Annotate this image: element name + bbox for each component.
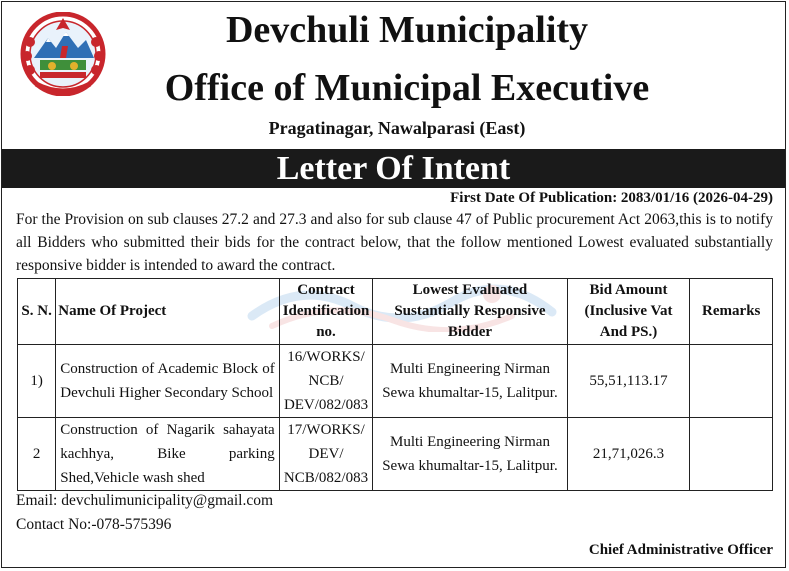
header-sn: S. N. bbox=[18, 279, 56, 345]
row-bidder: Multi Engineering Nirman Sewa khumaltar-15, Lalitpur. bbox=[373, 345, 567, 418]
row-contract: 17/WORKS/ DEV/ NCB/082/083 bbox=[279, 418, 373, 491]
header-amount: Bid Amount (Inclusive Vat And PS.) bbox=[567, 279, 690, 345]
government-emblem-icon bbox=[18, 12, 108, 96]
table-row bbox=[18, 418, 773, 491]
header-bidder: Lowest Evaluated Sustantially Responsive Bidder bbox=[373, 279, 567, 345]
row-bidder: Multi Engineering Nirman Sewa khumaltar-15, Lalitpur. bbox=[373, 418, 567, 491]
header-remarks: Remarks bbox=[690, 279, 773, 345]
row-sn: 1) bbox=[18, 345, 56, 418]
header-project: Name Of Project bbox=[56, 279, 279, 345]
row-contract: 16/WORKS/ NCB/ DEV/082/083 bbox=[279, 345, 373, 418]
office-name: Office of Municipal Executive bbox=[164, 67, 650, 109]
table-row bbox=[18, 345, 773, 418]
row-remarks bbox=[690, 418, 773, 491]
publication-date: First Date Of Publication: 2083/01/16 (2026-04-29) bbox=[450, 190, 773, 206]
organization-name: Devchuli Municipality bbox=[225, 9, 589, 51]
table-header-row bbox=[18, 279, 773, 345]
notice-title: Letter Of Intent bbox=[276, 150, 511, 187]
contact-email: Email: devchulimunicipality@gmail.com bbox=[16, 492, 274, 509]
header-contract: Contract Identification no. bbox=[279, 279, 373, 345]
row-amount: 55,51,113.17 bbox=[567, 345, 690, 418]
letter-of-intent-notice bbox=[1, 1, 786, 568]
row-remarks bbox=[690, 345, 773, 418]
contact-phone: Contact No:-078-575396 bbox=[16, 516, 172, 533]
row-amount: 21,71,026.3 bbox=[567, 418, 690, 491]
bids-table bbox=[17, 278, 773, 491]
row-project: Construction of Nagarik sahayata kachhya, Bike parking Shed,Vehicle wash shed bbox=[56, 418, 279, 491]
office-address: Pragatinagar, Nawalparasi (East) bbox=[268, 118, 526, 138]
row-project: Construction of Academic Block of Devchuli Higher Secondary School bbox=[56, 345, 279, 418]
signatory-title: Chief Administrative Officer bbox=[588, 542, 773, 558]
intro-paragraph: For the Provision on sub clauses 27.2 and 27.3 and also for sub clause 47 of Public procurement Act 2063,this is to notify all Bidders who submitted their bids for the contract below, that the follow mentioned Lowest evaluated substantially responsive bidder is intended to award the contract. bbox=[16, 211, 773, 274]
row-sn: 2 bbox=[18, 418, 56, 491]
